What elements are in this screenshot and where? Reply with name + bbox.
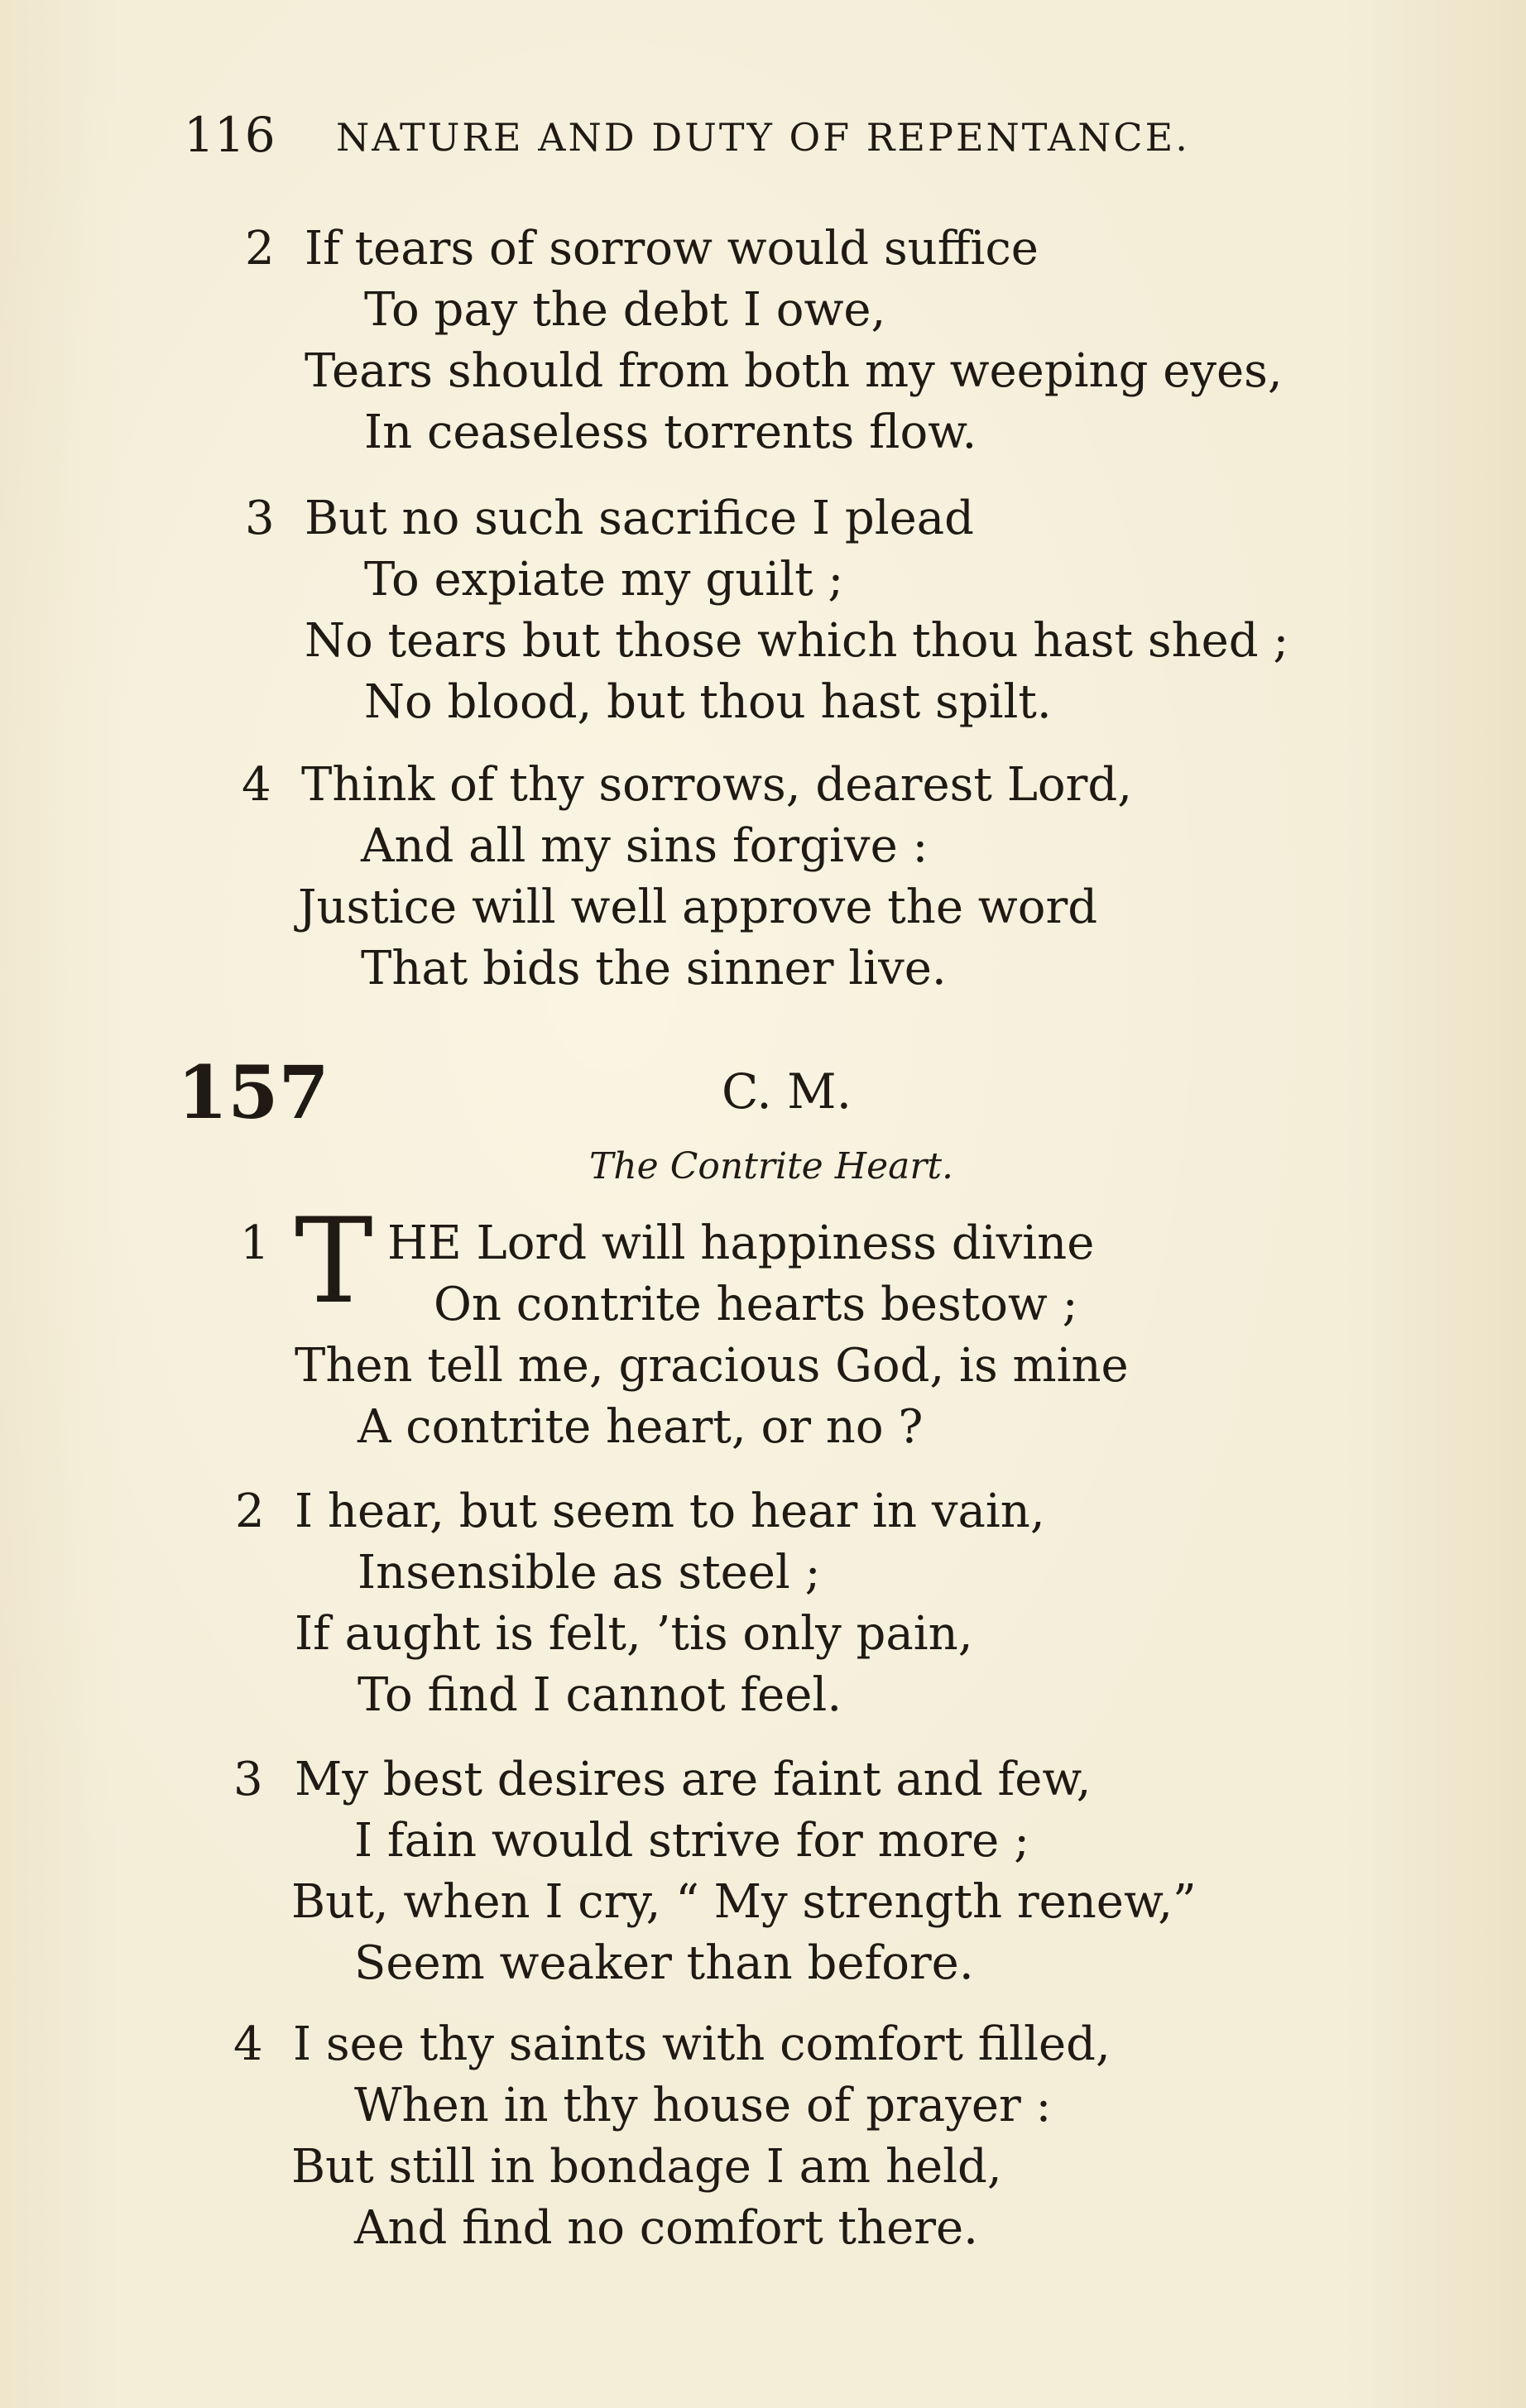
verse-line: Seem weaker than before. (354, 1936, 974, 1990)
verse-line: That bids the sinner live. (361, 942, 947, 995)
verse-line: But no such sacrifice I plead (305, 492, 975, 545)
hymn-meter: C. M. (722, 1063, 852, 1120)
verse-line: But, when I cry, “ My strength renew,” (291, 1875, 1197, 1929)
verse-line: In ceaseless torrents flow. (364, 405, 977, 459)
verse-line: And find no comfort there. (354, 2201, 978, 2255)
stanza-number: 1 (240, 1216, 270, 1270)
stanza-number: 2 (235, 1485, 265, 1538)
verse-line: My best desires are faint and few, (295, 1753, 1092, 1806)
verse-line: On contrite hearts bestow ; (434, 1278, 1078, 1331)
stanza-number: 4 (233, 2017, 263, 2071)
verse-line: To expiate my guilt ; (364, 553, 844, 607)
hymn-title: The Contrite Heart. (589, 1145, 954, 1187)
verse-line: I fain would strive for more ; (354, 1814, 1029, 1868)
verse-line: If aught is felt, ’tis only pain, (295, 1607, 973, 1661)
stanza-number: 2 (245, 222, 275, 276)
verse-line: When in thy house of prayer : (354, 2079, 1052, 2132)
hymn-number: 157 (177, 1049, 329, 1135)
verse-line: Then tell me, gracious God, is mine (295, 1339, 1129, 1393)
verse-line: Think of thy sorrows, dearest Lord, (301, 758, 1133, 812)
stanza-number: 3 (233, 1753, 263, 1806)
running-title: NATURE AND DUTY OF REPENTANCE. (336, 115, 1190, 160)
drop-cap: T (295, 1193, 373, 1330)
verse-line: HE Lord will happiness divine (387, 1216, 1095, 1270)
verse-line: To find I cannot feel. (358, 1668, 842, 1722)
verse-line: But still in bondage I am held, (291, 2140, 1002, 2194)
verse-line: I hear, but seem to hear in vain, (295, 1485, 1045, 1538)
verse-line: Justice will well approve the word (298, 880, 1098, 934)
stanza-number: 4 (242, 758, 271, 812)
stanza-number: 3 (245, 492, 275, 545)
verse-line: If tears of sorrow would suffice (305, 222, 1039, 276)
verse-line: Tears should from both my weeping eyes, (305, 344, 1283, 398)
verse-line: Insensible as steel ; (358, 1546, 821, 1600)
verse-line: I see thy saints with comfort filled, (293, 2017, 1111, 2071)
verse-line: No blood, but thou hast spilt. (364, 675, 1052, 729)
page-header (184, 106, 1342, 164)
verse-line: No tears but those which thou hast shed ; (305, 614, 1289, 668)
verse-line: A contrite heart, or no ? (358, 1400, 924, 1454)
verse-line: And all my sins forgive : (361, 819, 929, 873)
verse-line: To pay the debt I owe, (364, 283, 886, 337)
page-number: 116 (184, 107, 276, 163)
